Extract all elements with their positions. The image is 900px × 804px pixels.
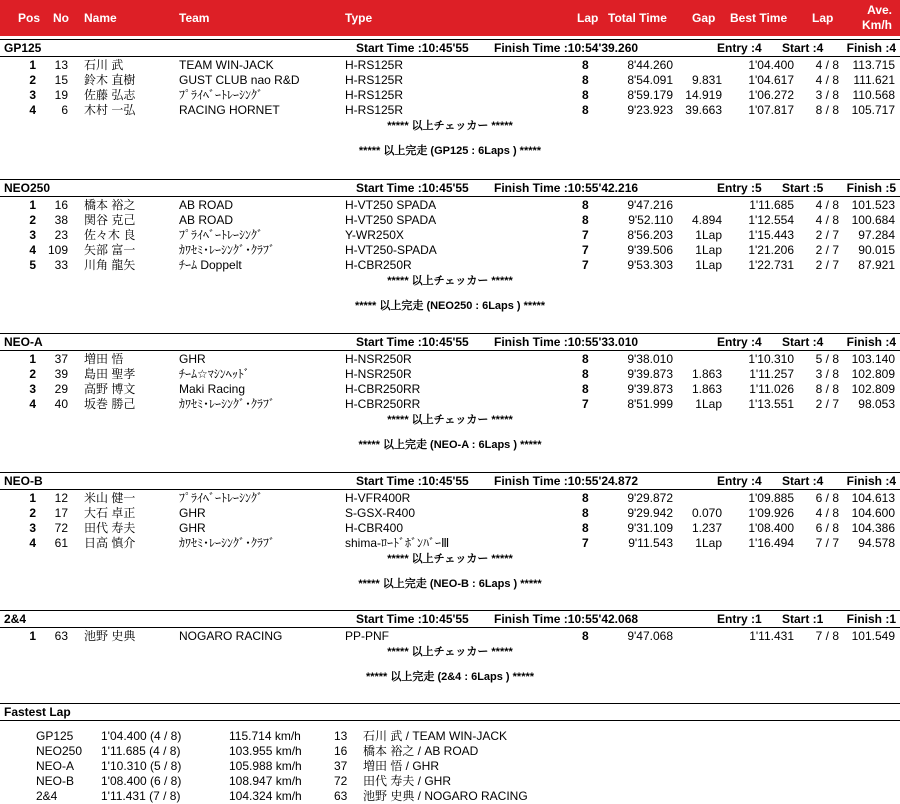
row-total-time: 9'52.110 bbox=[628, 213, 673, 227]
row-type: H-RS125R bbox=[345, 88, 404, 102]
class-started: Start :5 bbox=[782, 181, 824, 195]
row-best-time: 1'15.443 bbox=[748, 228, 794, 242]
row-team: GHR bbox=[179, 521, 206, 535]
row-best-lap: 2 / 7 bbox=[815, 228, 839, 242]
row-total-time: 9'11.543 bbox=[628, 536, 673, 550]
row-name: 佐藤 弘志 bbox=[84, 88, 136, 102]
row-best-time: 1'06.272 bbox=[748, 88, 794, 102]
header-lap: Lap bbox=[577, 11, 599, 25]
completion-note: ***** 以上完走 (2&4 : 6Laps ) ***** bbox=[365, 671, 535, 683]
row-no: 109 bbox=[47, 243, 68, 257]
row-team: AB ROAD bbox=[179, 198, 234, 212]
row-best-time: 1'09.926 bbox=[748, 506, 794, 520]
row-best-time: 1'11.026 bbox=[749, 382, 794, 396]
row-name: 木村 一弘 bbox=[84, 103, 136, 117]
class-started: Start :1 bbox=[782, 612, 824, 626]
row-average-speed: 97.284 bbox=[858, 228, 895, 242]
row-average-speed: 98.053 bbox=[858, 397, 895, 411]
row-team: Maki Racing bbox=[179, 382, 246, 396]
results-header bbox=[0, 0, 900, 36]
row-team: ﾌﾟﾗｲﾍﾞｰﾄﾚｰｼﾝｸﾞ bbox=[179, 88, 264, 102]
class-started: Start :4 bbox=[782, 41, 824, 55]
row-average-speed: 104.600 bbox=[851, 506, 895, 520]
class-bar bbox=[0, 179, 900, 197]
row-team: ｶﾜｾﾐ･ﾚｰｼﾝｸﾞ･ｸﾗﾌﾞ bbox=[179, 536, 276, 550]
row-average-speed: 110.568 bbox=[852, 88, 895, 102]
row-gap: 39.663 bbox=[685, 103, 722, 117]
row-lap: 8 bbox=[582, 506, 589, 520]
row-best-time: 1'16.494 bbox=[748, 536, 794, 550]
row-best-lap: 5 / 8 bbox=[815, 352, 839, 366]
row-team: GUST CLUB nao R&D bbox=[179, 73, 300, 87]
row-best-time: 1'04.617 bbox=[748, 73, 794, 87]
fastest-speed: 115.714 km/h bbox=[229, 729, 301, 743]
row-type: Y-WR250X bbox=[345, 228, 404, 242]
row-total-time: 9'29.942 bbox=[627, 506, 673, 520]
fastest-no: 16 bbox=[334, 744, 348, 758]
row-best-lap: 6 / 8 bbox=[815, 491, 839, 505]
row-team: ﾌﾟﾗｲﾍﾞｰﾄﾚｰｼﾝｸﾞ bbox=[179, 491, 264, 505]
row-average-speed: 102.809 bbox=[851, 367, 895, 381]
header-gap: Gap bbox=[692, 11, 716, 25]
row-pos: 3 bbox=[29, 382, 36, 396]
header-type: Type bbox=[345, 11, 373, 25]
class-entry: Entry :4 bbox=[717, 41, 762, 55]
row-no: 38 bbox=[54, 213, 68, 227]
class-finish-time: Finish Time :10:55'42.216 bbox=[494, 181, 639, 195]
row-team: ﾌﾟﾗｲﾍﾞｰﾄﾚｰｼﾝｸﾞ bbox=[179, 228, 264, 242]
class-finish-time: Finish Time :10:54'39.260 bbox=[494, 41, 639, 55]
row-type: S-GSX-R400 bbox=[345, 506, 416, 520]
row-lap: 7 bbox=[582, 243, 589, 257]
row-pos: 1 bbox=[29, 198, 36, 212]
header-team: Team bbox=[179, 11, 210, 25]
class-name: NEO250 bbox=[4, 181, 51, 195]
row-no: 13 bbox=[54, 58, 68, 72]
fastest-rider-team: 橋本 裕之 / AB ROAD bbox=[363, 744, 479, 758]
row-average-speed: 90.015 bbox=[858, 243, 895, 257]
class-name: NEO-B bbox=[4, 474, 43, 488]
fastest-no: 63 bbox=[334, 789, 348, 803]
row-lap: 8 bbox=[582, 198, 589, 212]
row-total-time: 8'44.260 bbox=[627, 58, 673, 72]
row-pos: 4 bbox=[29, 397, 36, 411]
row-type: H-NSR250R bbox=[345, 367, 412, 381]
row-best-lap: 3 / 8 bbox=[815, 367, 839, 381]
row-best-lap: 7 / 7 bbox=[815, 536, 839, 550]
row-name: 関谷 克己 bbox=[84, 213, 136, 227]
class-finished: Finish :4 bbox=[846, 335, 896, 349]
class-finished: Finish :5 bbox=[846, 181, 896, 195]
row-best-time: 1'04.400 bbox=[748, 58, 794, 72]
row-team: GHR bbox=[179, 506, 206, 520]
row-gap: 1.863 bbox=[691, 382, 722, 396]
row-pos: 1 bbox=[29, 58, 36, 72]
row-best-lap: 6 / 8 bbox=[815, 521, 839, 535]
class-finished: Finish :1 bbox=[846, 612, 896, 626]
completion-note: ***** 以上完走 (GP125 : 6Laps ) ***** bbox=[358, 145, 542, 157]
row-no: 37 bbox=[54, 352, 68, 366]
row-average-speed: 94.578 bbox=[858, 536, 895, 550]
row-lap: 7 bbox=[582, 258, 589, 272]
fastest-rider-team: 田代 寿夫 / GHR bbox=[363, 774, 452, 788]
fastest-lap-title bbox=[0, 703, 900, 721]
row-no: 29 bbox=[54, 382, 68, 396]
fastest-no: 37 bbox=[334, 759, 348, 773]
class-start-time: Start Time :10:45'55 bbox=[356, 41, 469, 55]
fastest-class: 2&4 bbox=[36, 789, 58, 803]
row-total-time: 8'59.179 bbox=[627, 88, 673, 102]
row-total-time: 9'47.216 bbox=[627, 198, 673, 212]
row-gap: 1Lap bbox=[695, 228, 722, 242]
row-type: H-CBR400 bbox=[345, 521, 404, 535]
row-total-time: 9'53.303 bbox=[627, 258, 673, 272]
row-average-speed: 103.140 bbox=[851, 352, 895, 366]
row-no: 23 bbox=[54, 228, 68, 242]
row-pos: 3 bbox=[29, 228, 36, 242]
row-type: H-VT250 SPADA bbox=[345, 198, 437, 212]
fastest-time: 1'11.431 (7 / 8) bbox=[101, 789, 181, 803]
row-gap: 1Lap bbox=[695, 258, 722, 272]
row-pos: 1 bbox=[29, 491, 36, 505]
class-finish-time: Finish Time :10:55'42.068 bbox=[494, 612, 639, 626]
row-best-time: 1'11.685 bbox=[749, 198, 794, 212]
class-name: 2&4 bbox=[4, 612, 27, 626]
row-gap: 1Lap bbox=[695, 536, 722, 550]
row-best-lap: 4 / 8 bbox=[815, 58, 839, 72]
row-best-lap: 2 / 7 bbox=[815, 243, 839, 257]
row-lap: 8 bbox=[582, 352, 589, 366]
row-lap: 8 bbox=[582, 88, 589, 102]
row-best-time: 1'08.400 bbox=[748, 521, 794, 535]
row-no: 40 bbox=[54, 397, 68, 411]
row-name: 鈴木 直樹 bbox=[84, 73, 136, 87]
checker-note: ***** 以上チェッカー ***** bbox=[387, 553, 513, 565]
class-entry: Entry :4 bbox=[717, 335, 762, 349]
fastest-class: GP125 bbox=[36, 729, 74, 743]
completion-note: ***** 以上完走 (NEO-B : 6Laps ) ***** bbox=[358, 578, 542, 590]
row-pos: 2 bbox=[29, 73, 36, 87]
class-finish-time: Finish Time :10:55'24.872 bbox=[494, 474, 639, 488]
row-no: 6 bbox=[61, 103, 68, 117]
row-lap: 8 bbox=[582, 213, 589, 227]
row-type: H-RS125R bbox=[345, 58, 404, 72]
fastest-speed: 103.955 km/h bbox=[229, 744, 302, 758]
row-name: 増田 悟 bbox=[84, 352, 124, 366]
row-lap: 8 bbox=[582, 58, 589, 72]
row-total-time: 9'29.872 bbox=[627, 491, 673, 505]
row-average-speed: 113.715 bbox=[852, 58, 895, 72]
row-lap: 8 bbox=[582, 521, 589, 535]
row-gap: 9.831 bbox=[691, 73, 722, 87]
class-start-time: Start Time :10:45'55 bbox=[356, 474, 469, 488]
row-average-speed: 87.921 bbox=[858, 258, 895, 272]
row-team: TEAM WIN-JACK bbox=[179, 58, 274, 72]
header-pos: Pos bbox=[18, 11, 41, 25]
checker-note: ***** 以上チェッカー ***** bbox=[387, 646, 513, 658]
class-start-time: Start Time :10:45'55 bbox=[356, 335, 469, 349]
row-no: 72 bbox=[54, 521, 68, 535]
row-name: 大石 卓正 bbox=[84, 506, 136, 520]
row-pos: 2 bbox=[29, 213, 36, 227]
header-best-lap: Lap bbox=[812, 11, 834, 25]
completion-note: ***** 以上完走 (NEO250 : 6Laps ) ***** bbox=[354, 300, 546, 312]
row-gap: 1.237 bbox=[691, 521, 722, 535]
row-lap: 8 bbox=[582, 382, 589, 396]
class-bar bbox=[0, 39, 900, 57]
row-best-time: 1'07.817 bbox=[748, 103, 794, 117]
row-total-time: 8'54.091 bbox=[627, 73, 673, 87]
header-no: No bbox=[53, 11, 69, 25]
row-best-lap: 2 / 7 bbox=[815, 397, 839, 411]
row-best-lap: 8 / 8 bbox=[815, 103, 839, 117]
row-average-speed: 111.621 bbox=[853, 73, 895, 87]
row-type: H-VT250-SPADA bbox=[345, 243, 437, 257]
fastest-rider-team: 石川 武 / TEAM WIN-JACK bbox=[363, 729, 508, 743]
row-gap: 14.919 bbox=[685, 88, 722, 102]
row-name: 田代 寿夫 bbox=[84, 521, 136, 535]
completion-note: ***** 以上完走 (NEO-A : 6Laps ) ***** bbox=[358, 439, 542, 451]
header-ave-2: Km/h bbox=[862, 18, 892, 32]
row-best-time: 1'11.257 bbox=[749, 367, 794, 381]
row-no: 12 bbox=[54, 491, 68, 505]
row-type: shima-ﾛｰﾄﾞﾎﾞﾝﾊﾞｰⅢ bbox=[345, 536, 450, 550]
row-pos: 1 bbox=[29, 352, 36, 366]
row-total-time: 8'56.203 bbox=[627, 228, 673, 242]
row-no: 39 bbox=[54, 367, 68, 381]
class-bar bbox=[0, 472, 900, 490]
row-gap: 1Lap bbox=[695, 397, 722, 411]
class-entry: Entry :1 bbox=[717, 612, 762, 626]
checker-note: ***** 以上チェッカー ***** bbox=[387, 414, 513, 426]
row-name: 川角 龍矢 bbox=[84, 258, 136, 272]
row-best-time: 1'09.885 bbox=[748, 491, 794, 505]
class-start-time: Start Time :10:45'55 bbox=[356, 181, 469, 195]
row-name: 坂巻 勝己 bbox=[84, 397, 136, 411]
class-bar bbox=[0, 333, 900, 351]
row-gap: 4.894 bbox=[691, 213, 722, 227]
row-name: 米山 健一 bbox=[84, 491, 136, 505]
header-ave-1: Ave. bbox=[867, 3, 892, 17]
class-name: NEO-A bbox=[4, 335, 43, 349]
row-team: AB ROAD bbox=[179, 213, 234, 227]
row-type: H-VFR400R bbox=[345, 491, 411, 505]
class-entry: Entry :4 bbox=[717, 474, 762, 488]
header-name: Name bbox=[84, 11, 117, 25]
row-team: ﾁｰﾑ☆ﾏｼﾝﾍｯﾄﾞ bbox=[179, 367, 250, 381]
row-team: RACING HORNET bbox=[179, 103, 280, 117]
class-name: GP125 bbox=[4, 41, 42, 55]
row-total-time: 9'39.506 bbox=[627, 243, 673, 257]
fastest-rider-team: 池野 史典 / NOGARO RACING bbox=[363, 789, 528, 803]
row-average-speed: 102.809 bbox=[851, 382, 895, 396]
fastest-no: 13 bbox=[334, 729, 348, 743]
row-type: H-CBR250RR bbox=[345, 397, 421, 411]
fastest-time: 1'04.400 (4 / 8) bbox=[101, 729, 182, 743]
fastest-time: 1'11.685 (4 / 8) bbox=[101, 744, 181, 758]
row-best-lap: 4 / 8 bbox=[815, 213, 839, 227]
row-average-speed: 100.684 bbox=[851, 213, 895, 227]
class-finished: Finish :4 bbox=[846, 41, 896, 55]
fastest-speed: 105.988 km/h bbox=[229, 759, 302, 773]
row-total-time: 8'51.999 bbox=[627, 397, 673, 411]
row-pos: 4 bbox=[29, 243, 36, 257]
row-best-lap: 2 / 7 bbox=[815, 258, 839, 272]
row-average-speed: 104.613 bbox=[851, 491, 895, 505]
row-average-speed: 104.386 bbox=[851, 521, 895, 535]
checker-note: ***** 以上チェッカー ***** bbox=[387, 120, 513, 132]
row-lap: 7 bbox=[582, 397, 589, 411]
row-gap: 0.070 bbox=[691, 506, 722, 520]
row-team: ﾁｰﾑ Doppelt bbox=[179, 258, 242, 272]
row-type: H-CBR250RR bbox=[345, 382, 421, 396]
row-pos: 3 bbox=[29, 88, 36, 102]
row-total-time: 9'38.010 bbox=[627, 352, 673, 366]
class-start-time: Start Time :10:45'55 bbox=[356, 612, 469, 626]
row-gap: 1.863 bbox=[691, 367, 722, 381]
row-type: PP-PNF bbox=[345, 629, 390, 643]
checker-note: ***** 以上チェッカー ***** bbox=[387, 275, 513, 287]
header-best-time: Best Time bbox=[730, 11, 788, 25]
row-lap: 7 bbox=[582, 228, 589, 242]
row-no: 63 bbox=[54, 629, 68, 643]
row-best-lap: 3 / 8 bbox=[815, 88, 839, 102]
class-finish-time: Finish Time :10:55'33.010 bbox=[494, 335, 639, 349]
header-total-time: Total Time bbox=[608, 11, 667, 25]
row-pos: 3 bbox=[29, 521, 36, 535]
fastest-class: NEO-B bbox=[36, 774, 75, 788]
row-type: H-VT250 SPADA bbox=[345, 213, 437, 227]
class-started: Start :4 bbox=[782, 474, 824, 488]
row-lap: 8 bbox=[582, 491, 589, 505]
row-name: 石川 武 bbox=[84, 58, 124, 72]
row-name: 島田 聖孝 bbox=[84, 367, 136, 381]
class-bar bbox=[0, 610, 900, 628]
row-gap: 1Lap bbox=[695, 243, 722, 257]
row-best-time: 1'13.551 bbox=[748, 397, 794, 411]
row-no: 19 bbox=[54, 88, 68, 102]
row-best-time: 1'22.731 bbox=[748, 258, 794, 272]
fastest-speed: 104.324 km/h bbox=[229, 789, 302, 803]
row-no: 16 bbox=[54, 198, 68, 212]
row-best-time: 1'21.206 bbox=[748, 243, 794, 257]
row-pos: 4 bbox=[29, 103, 36, 117]
row-team: ｶﾜｾﾐ･ﾚｰｼﾝｸﾞ･ｸﾗﾌﾞ bbox=[179, 243, 276, 257]
row-no: 17 bbox=[54, 506, 68, 520]
row-total-time: 9'47.068 bbox=[627, 629, 673, 643]
fastest-rider-team: 増田 悟 / GHR bbox=[363, 759, 440, 773]
row-best-lap: 8 / 8 bbox=[815, 382, 839, 396]
row-no: 33 bbox=[54, 258, 68, 272]
row-best-lap: 4 / 8 bbox=[815, 73, 839, 87]
row-no: 61 bbox=[54, 536, 68, 550]
row-best-time: 1'11.431 bbox=[749, 629, 794, 643]
row-lap: 7 bbox=[582, 536, 589, 550]
row-lap: 8 bbox=[582, 367, 589, 381]
row-name: 池野 史典 bbox=[84, 629, 136, 643]
row-pos: 4 bbox=[29, 536, 36, 550]
row-total-time: 9'23.923 bbox=[627, 103, 673, 117]
row-pos: 5 bbox=[29, 258, 36, 272]
row-total-time: 9'39.873 bbox=[627, 367, 673, 381]
fastest-time: 1'08.400 (6 / 8) bbox=[101, 774, 182, 788]
row-best-time: 1'12.554 bbox=[748, 213, 794, 227]
row-team: ｶﾜｾﾐ･ﾚｰｼﾝｸﾞ･ｸﾗﾌﾞ bbox=[179, 397, 276, 411]
row-best-lap: 7 / 8 bbox=[815, 629, 839, 643]
row-best-time: 1'10.310 bbox=[748, 352, 794, 366]
row-total-time: 9'31.109 bbox=[627, 521, 673, 535]
row-average-speed: 101.549 bbox=[851, 629, 895, 643]
fastest-time: 1'10.310 (5 / 8) bbox=[101, 759, 182, 773]
row-lap: 8 bbox=[582, 103, 589, 117]
row-type: H-RS125R bbox=[345, 73, 404, 87]
row-pos: 1 bbox=[29, 629, 36, 643]
row-type: H-NSR250R bbox=[345, 352, 412, 366]
class-finished: Finish :4 bbox=[846, 474, 896, 488]
row-lap: 8 bbox=[582, 629, 589, 643]
row-name: 高野 博文 bbox=[84, 382, 136, 396]
row-name: 佐々木 良 bbox=[84, 228, 136, 242]
row-no: 15 bbox=[54, 73, 68, 87]
row-best-lap: 4 / 8 bbox=[815, 506, 839, 520]
fastest-no: 72 bbox=[334, 774, 348, 788]
row-team: GHR bbox=[179, 352, 206, 366]
row-name: 日高 慎介 bbox=[84, 536, 136, 550]
fastest-class: NEO250 bbox=[36, 744, 83, 758]
row-name: 橋本 裕之 bbox=[84, 198, 136, 212]
row-average-speed: 105.717 bbox=[851, 103, 895, 117]
row-pos: 2 bbox=[29, 367, 36, 381]
row-team: NOGARO RACING bbox=[179, 629, 283, 643]
row-type: H-RS125R bbox=[345, 103, 404, 117]
row-total-time: 9'39.873 bbox=[627, 382, 673, 396]
row-lap: 8 bbox=[582, 73, 589, 87]
fastest-class: NEO-A bbox=[36, 759, 75, 773]
class-started: Start :4 bbox=[782, 335, 824, 349]
row-average-speed: 101.523 bbox=[851, 198, 895, 212]
row-best-lap: 4 / 8 bbox=[815, 198, 839, 212]
fastest-speed: 108.947 km/h bbox=[229, 774, 302, 788]
class-entry: Entry :5 bbox=[717, 181, 762, 195]
row-pos: 2 bbox=[29, 506, 36, 520]
row-name: 矢部 富一 bbox=[84, 243, 136, 257]
fastest-lap-label: Fastest Lap bbox=[4, 705, 71, 719]
row-type: H-CBR250R bbox=[345, 258, 412, 272]
